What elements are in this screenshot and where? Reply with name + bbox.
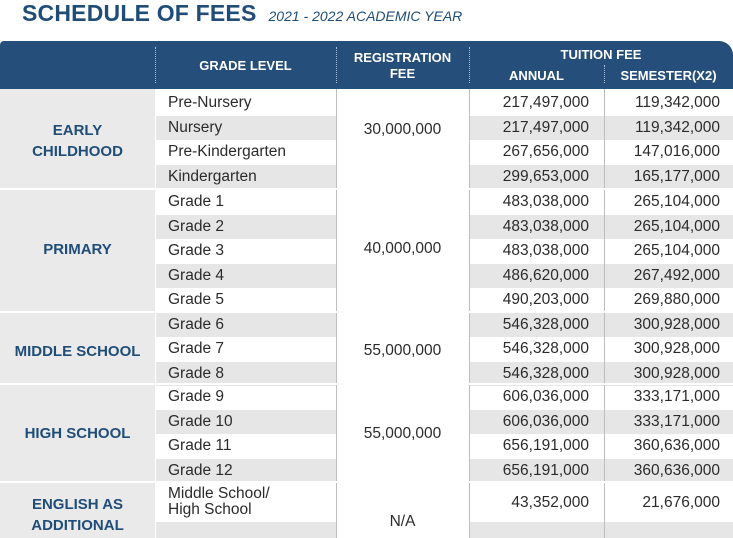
grade-cell: Grade 12 [168, 461, 233, 479]
annual-cell: 546,328,000 [502, 364, 589, 382]
group-label-line: CHILDHOOD [32, 143, 123, 160]
header-grade-level: GRADE LEVEL [199, 58, 292, 73]
registration-fee-primary: 40,000,000 [363, 240, 442, 257]
grade-cell: Grade 10 [168, 412, 233, 430]
semester-cell: 147,016,000 [633, 143, 720, 160]
group-label-english [0, 494, 155, 536]
group-label-line: ADDITIONAL [31, 517, 124, 534]
grade-cell: Grade 6 [168, 315, 225, 333]
header-registration-line2: FEE [389, 66, 416, 81]
header-registration-fee [336, 50, 469, 82]
annual-cell: 217,497,000 [502, 118, 589, 136]
semester-cell: 269,880,000 [633, 291, 720, 308]
table-header [0, 41, 733, 89]
grade-cell: Nursery [168, 118, 223, 136]
english-grade-level [168, 486, 270, 518]
english-grade-line: Middle School/ [168, 485, 270, 502]
grade-cell: Grade 2 [168, 217, 225, 235]
group-label-middle-school [0, 341, 155, 362]
grade-cell: Kindergarten [168, 167, 257, 185]
annual-cell: 546,328,000 [502, 315, 589, 333]
semester-cell: 119,342,000 [634, 94, 720, 111]
annual-cell: 606,036,000 [502, 388, 589, 405]
semester-cell: 300,928,000 [633, 340, 720, 357]
annual-cell: 483,038,000 [502, 217, 589, 235]
page-title [22, 0, 462, 30]
title-main: SCHEDULE OF FEES [22, 0, 257, 26]
annual-cell: 483,038,000 [502, 193, 589, 210]
registration-fee-english: N/A [389, 513, 416, 530]
header-annual: ANNUAL [509, 68, 564, 83]
header-semester: SEMESTER(X2) [620, 68, 717, 83]
semester-cell: 333,171,000 [633, 412, 720, 430]
group-label-primary [0, 239, 155, 260]
semester-cell: 265,104,000 [633, 193, 720, 210]
grade-cell: Pre-Nursery [168, 94, 252, 111]
english-grade-line: High School [168, 501, 252, 518]
annual-cell: 483,038,000 [502, 242, 589, 259]
grade-cell: Grade 11 [168, 437, 232, 454]
semester-cell: 333,171,000 [633, 388, 720, 405]
annual-cell: 43,352,000 [511, 494, 589, 511]
grade-cell: Grade 9 [168, 388, 225, 405]
group-label-line: ENGLISH AS [31, 496, 124, 513]
annual-cell: 656,191,000 [502, 437, 589, 454]
group-label-line: EARLY [52, 122, 103, 139]
annual-cell: 299,653,000 [502, 167, 589, 185]
group-label-line: MIDDLE SCHOOL [14, 343, 141, 360]
group-label-line: PRIMARY [43, 241, 112, 258]
annual-cell: 656,191,000 [502, 461, 589, 479]
semester-cell: 165,177,000 [633, 167, 720, 185]
semester-cell: 360,636,000 [633, 437, 720, 454]
group-label-high-school [0, 423, 155, 444]
annual-cell: 486,620,000 [502, 266, 589, 284]
header-tuition-fee: TUITION FEE [560, 47, 642, 62]
header-registration-line1: REGISTRATION [353, 50, 452, 65]
annual-cell: 217,497,000 [502, 94, 589, 111]
semester-cell: 267,492,000 [633, 266, 720, 284]
group-label-line: HIGH SCHOOL [24, 425, 131, 442]
title-academic-year: 2021 - 2022 ACADEMIC YEAR [268, 8, 463, 24]
annual-cell: 490,203,000 [502, 291, 589, 308]
semester-cell: 360,636,000 [633, 461, 720, 479]
semester-cell: 265,104,000 [633, 217, 720, 235]
group-label-early-childhood [0, 120, 155, 162]
semester-cell: 300,928,000 [633, 315, 720, 333]
grade-cell: Grade 3 [168, 242, 225, 259]
grade-cell: Grade 5 [168, 291, 225, 308]
semester-cell: 21,676,000 [642, 494, 720, 511]
annual-cell: 267,656,000 [502, 143, 589, 160]
grade-cell: Grade 1 [168, 193, 225, 210]
annual-cell: 606,036,000 [502, 412, 589, 430]
grade-cell: Pre-Kindergarten [168, 143, 287, 160]
annual-cell: 546,328,000 [502, 340, 589, 357]
grade-cell: Grade 4 [168, 266, 225, 284]
registration-fee-high-school: 55,000,000 [363, 425, 442, 442]
semester-cell: 300,928,000 [633, 364, 720, 382]
grade-cell: Grade 7 [168, 340, 225, 357]
semester-cell: 119,342,000 [634, 118, 720, 136]
grade-cell: Grade 8 [168, 364, 225, 382]
registration-fee-early-childhood: 30,000,000 [363, 121, 442, 138]
semester-cell: 265,104,000 [633, 242, 720, 259]
registration-fee-middle-school: 55,000,000 [363, 342, 442, 359]
